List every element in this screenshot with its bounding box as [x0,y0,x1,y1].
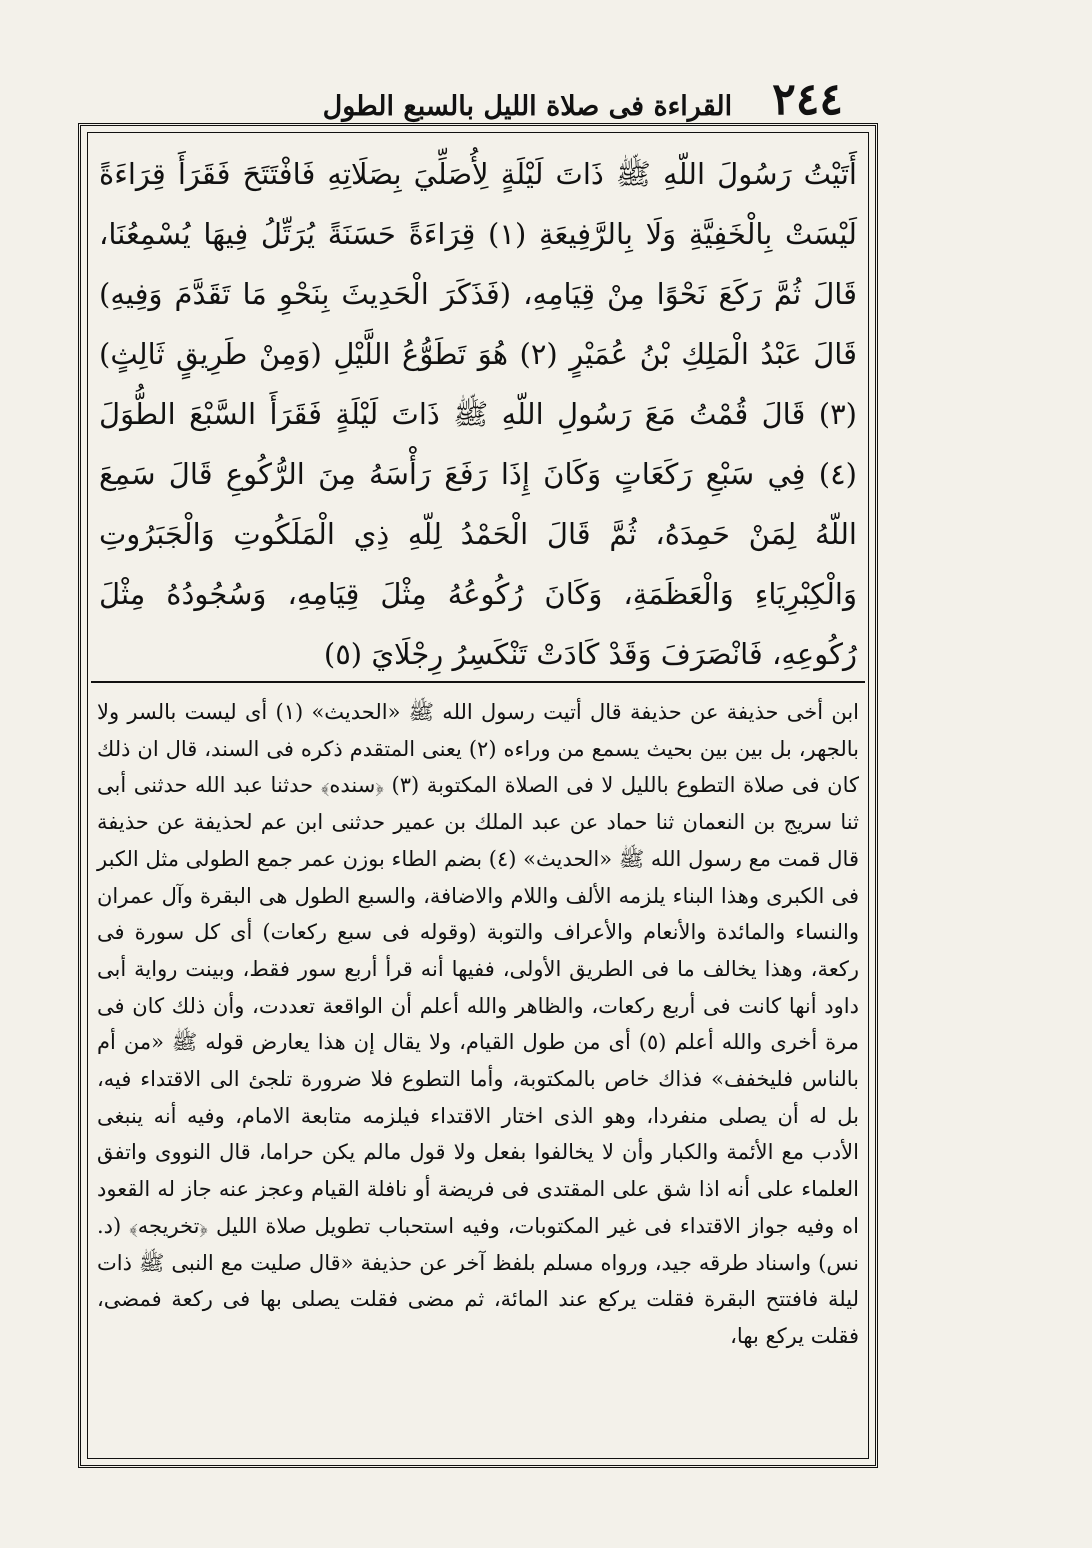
footnotes [97,694,859,1355]
hadith-text [99,144,857,684]
hadith-paragraph: أَتَيْتُ رَسُولَ اللّهِ ﷺ ذَاتَ لَيْلَةٍ لِأُصَلِّيَ بِصَلَاتِهِ فَافْتَتَحَ فَقَرَأَ قِرَاءَةً لَيْسَتْ بِالْخَفِيَّةِ وَلَا بِالرَّفِيعَةِ (١) قِرَاءَةً حَسَنَةً يُرَتِّلُ فِيهَا يُسْمِعُنَا، قَالَ ثُمَّ رَكَعَ نَحْوًا مِنْ قِيَامِهِ، (فَذَكَرَ الْحَدِيثَ بِنَحْوِ مَا تَقَدَّمَ وَفِيهِ) قَالَ عَبْدُ الْمَلِكِ بْنُ عُمَيْرٍ (٢) هُوَ تَطَوُّعُ اللَّيْلِ (وَمِنْ طَرِيقٍ ثَالِثٍ) (٣) قَالَ قُمْتُ مَعَ رَسُولِ اللّهِ ﷺ ذَاتَ لَيْلَةٍ فَقَرَأَ السَّبْعَ الطُّوَلَ (٤) فِي سَبْعِ رَكَعَاتٍ وَكَانَ إِذَا رَفَعَ رَأْسَهُ مِنَ الرُّكُوعِ قَالَ سَمِعَ اللّهُ لِمَنْ حَمِدَهُ، ثُمَّ قَالَ الْحَمْدُ لِلّهِ ذِي الْمَلَكُوتِ وَالْجَبَرُوتِ وَالْكِبْرِيَاءِ وَالْعَظَمَةِ، وَكَانَ رُكُوعُهُ مِثْلَ قِيَامِهِ، وَسُجُودُهُ مِثْلَ رُكُوعِهِ، فَانْصَرَفَ وَقَدْ كَادَتْ تَنْكَسِرُ رِجْلَايَ (٥) [99,157,857,671]
page-number: ٢٤٤ [772,74,843,125]
running-title: القراءة فى صلاة الليل بالسبع الطول [322,91,733,123]
footnote-paragraph: ابن أخى حذيفة عن حذيفة قال أتيت رسول الله ﷺ «الحديث» (١) أى ليست بالسر ولا بالجهر، بل بين بين بحيث يسمع من وراءه (٢) يعنى المتقدم ذكره فى السند، قال ان ذلك كان فى صلاة التطوع بالليل لا فى الصلاة المكتوبة (٣) ﴿سنده﴾ حدثنا عبد الله حدثنى أبى ثنا سريج بن النعمان ثنا حماد عن عبد الملك بن عمير حدثنى ابن عم لحذيفة عن حذيفة قال قمت مع رسول الله ﷺ «الحديث» (٤) بضم الطاء بوزن عمر جمع الطولى مثل الكبر فى الكبرى وهذا البناء يلزمه الألف واللام والاضافة، والسبع الطول هى البقرة وآل عمران والنساء والمائدة والأنعام والأعراف والتوبة (وقوله فى سبع ركعات) أى كل سورة فى ركعة، وهذا يخالف ما فى الطريق الأولى، ففيها أنه قرأ أربع سور فقط، وبينت رواية أبى داود أنها كانت فى أربع ركعات، والظاهر والله أعلم أن الواقعة تعددت، وأن ذلك كان فى مرة أخرى والله أعلم (٥) أى من طول القيام، ولا يقال إن هذا يعارض قوله ﷺ «من أم بالناس فليخفف» فذاك خاص بالمكتوبة، وأما التطوع فلا ضرورة تلجئ الى الاقتداء فيه، بل له أن يصلى منفردا، وهو الذى اختار الاقتداء فيلزمه متابعة الامام، وفيه أنه ينبغى الأدب مع الأئمة والكبار وأن لا يخالفوا بفعل ولا قول مالم يكن حراما، قال النووى واتفق العلماء على أنه اذا شق على المقتدى فى فريضة أو نافلة القيام وعجز عنه جاز له القعود اه وفيه جواز الاقتداء فى غير المكتوبات، وفيه استحباب تطويل صلاة الليل ﴿تخريجه﴾ (د. نس) واسناد طرقه جيد، ورواه مسلم بلفظ آخر عن حذيفة «قال صليت مع النبى ﷺ ذات ليلة فافتتح البقرة فقلت يركع عند المائة، ثم مضى فقلت يصلى بها فى ركعة فمضى، فقلت يركع بها، [97,700,860,1348]
footnote-divider [91,681,865,683]
page-header [318,62,843,125]
text-frame [78,123,878,1468]
